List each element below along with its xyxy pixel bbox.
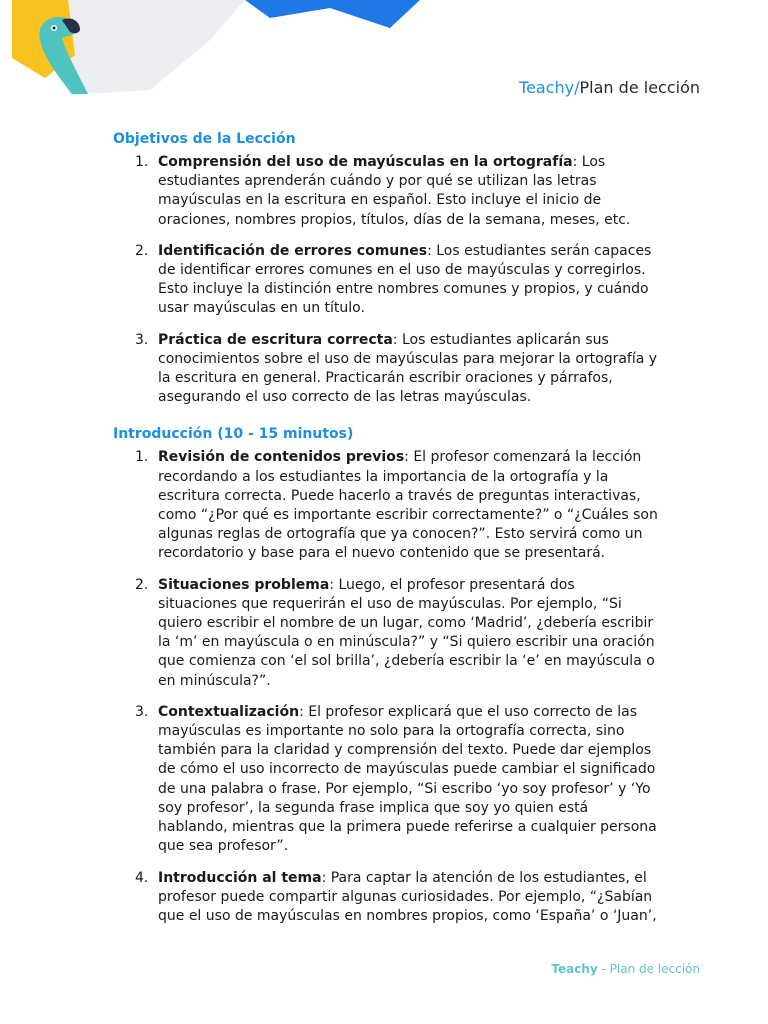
list-item bbox=[113, 576, 658, 691]
item-heading: Comprensión del uso de mayúsculas en la ortografía bbox=[158, 154, 573, 170]
list-item bbox=[113, 153, 658, 230]
item-number: 3. bbox=[135, 331, 149, 348]
footer-separator: - bbox=[597, 962, 610, 976]
list-item bbox=[113, 331, 658, 408]
footer-doc-type: Plan de lección bbox=[609, 962, 700, 976]
list-item bbox=[113, 869, 658, 927]
doc-type: Plan de lección bbox=[579, 78, 700, 97]
grey-shape bbox=[60, 0, 245, 95]
list-item bbox=[113, 242, 658, 319]
section-title-introduction: Introducción (10 - 15 minutos) bbox=[113, 426, 354, 443]
objectives-list bbox=[113, 153, 658, 407]
item-text: : Los estudiantes serán capaces de identificar errores comunes en el uso de mayúsculas y corregirlos. Esto incluye la distinción entre nombres comunes y propios, y cuándo usar mayúsculas en un título. bbox=[158, 242, 652, 317]
brand-name: Teachy bbox=[519, 78, 575, 97]
item-text: : Luego, el profesor presentará dos situaciones que requerirán el uso de mayúsculas. Por ejemplo, “Si quiero escribir el nombre de un lugar, como ‘Madrid’, ¿debería escribir la ‘m’ en mayúscula o en minúscula?” y “Si quiero escribir una oración que comienza con ‘el sol brilla’, ¿debería escribir la ‘e’ en mayúscula o en minúscula?”. bbox=[158, 576, 655, 689]
item-text: : Los estudiantes aplicarán sus conocimientos sobre el uso de mayúsculas para mejorar la ortografía y la escritura en general. Practicarán escribir oraciones y párrafos, asegurando el uso correcto de las letras mayúsculas. bbox=[158, 331, 658, 406]
footer-brand: Teachy bbox=[551, 962, 598, 976]
blue-shape bbox=[245, 0, 420, 28]
item-number: 4. bbox=[135, 869, 149, 886]
page-footer bbox=[551, 962, 700, 976]
item-text: : Los estudiantes aprenderán cuándo y por qué se utilizan las letras mayúsculas en la escritura en español. Esto incluye el inicio de oraciones, nombres propios, títulos, días de la semana, meses, etc. bbox=[158, 154, 631, 228]
section-title-objectives: Objetivos de la Lección bbox=[113, 131, 296, 147]
item-heading: Contextualización bbox=[158, 703, 300, 720]
lesson-content bbox=[113, 130, 658, 938]
item-number: 1. bbox=[135, 154, 149, 170]
item-text: : El profesor comenzará la lección recordando a los estudiantes la importancia de la ortografía y la escritura correcta. Puede hacerlo a través de preguntas interactivas, como “¿Por qué es importante escribir correctamente?” o “¿Cuáles son algunas reglas de ortografía que ya conocen?”. Esto servirá como un recordatorio y base para el nuevo contenido que se presentará. bbox=[158, 449, 658, 562]
header-title bbox=[519, 78, 700, 97]
introduction-list bbox=[113, 448, 658, 926]
item-text: : El profesor explicará que el uso correcto de las mayúsculas es importante no solo para la ortografía correcta, sino también para la claridad y comprensión del texto. Puede dar ejemplos de cómo el uso incorrecto de mayúsculas puede cambiar el significado de una palabra o frase. Por ejemplo, “Si escribo ‘yo soy profesor’ y ‘Yo soy profesor’, la segunda frase implica que soy yo quien está hablando, mientras que la primera puede referirse a cualquier persona que sea profesor”. bbox=[158, 703, 657, 855]
item-number: 2. bbox=[135, 576, 149, 593]
item-heading: Identificación de errores comunes bbox=[158, 242, 428, 259]
list-item bbox=[113, 703, 658, 857]
item-heading: Introducción al tema bbox=[158, 869, 322, 886]
item-number: 3. bbox=[135, 703, 149, 720]
item-heading: Práctica de escritura correcta bbox=[158, 331, 393, 348]
item-heading: Revisión de contenidos previos bbox=[158, 449, 405, 466]
item-heading: Situaciones problema bbox=[158, 576, 330, 593]
item-number: 1. bbox=[135, 449, 149, 466]
item-text: : Para captar la atención de los estudiantes, el profesor puede compartir algunas curiosidades. Por ejemplo, “¿Sabían que el uso de mayúsculas en nombres propios, como ‘España’ o ‘Juan’, bbox=[158, 869, 657, 924]
list-item bbox=[113, 448, 658, 563]
header-separator: / bbox=[574, 78, 580, 97]
item-number: 2. bbox=[135, 242, 149, 259]
